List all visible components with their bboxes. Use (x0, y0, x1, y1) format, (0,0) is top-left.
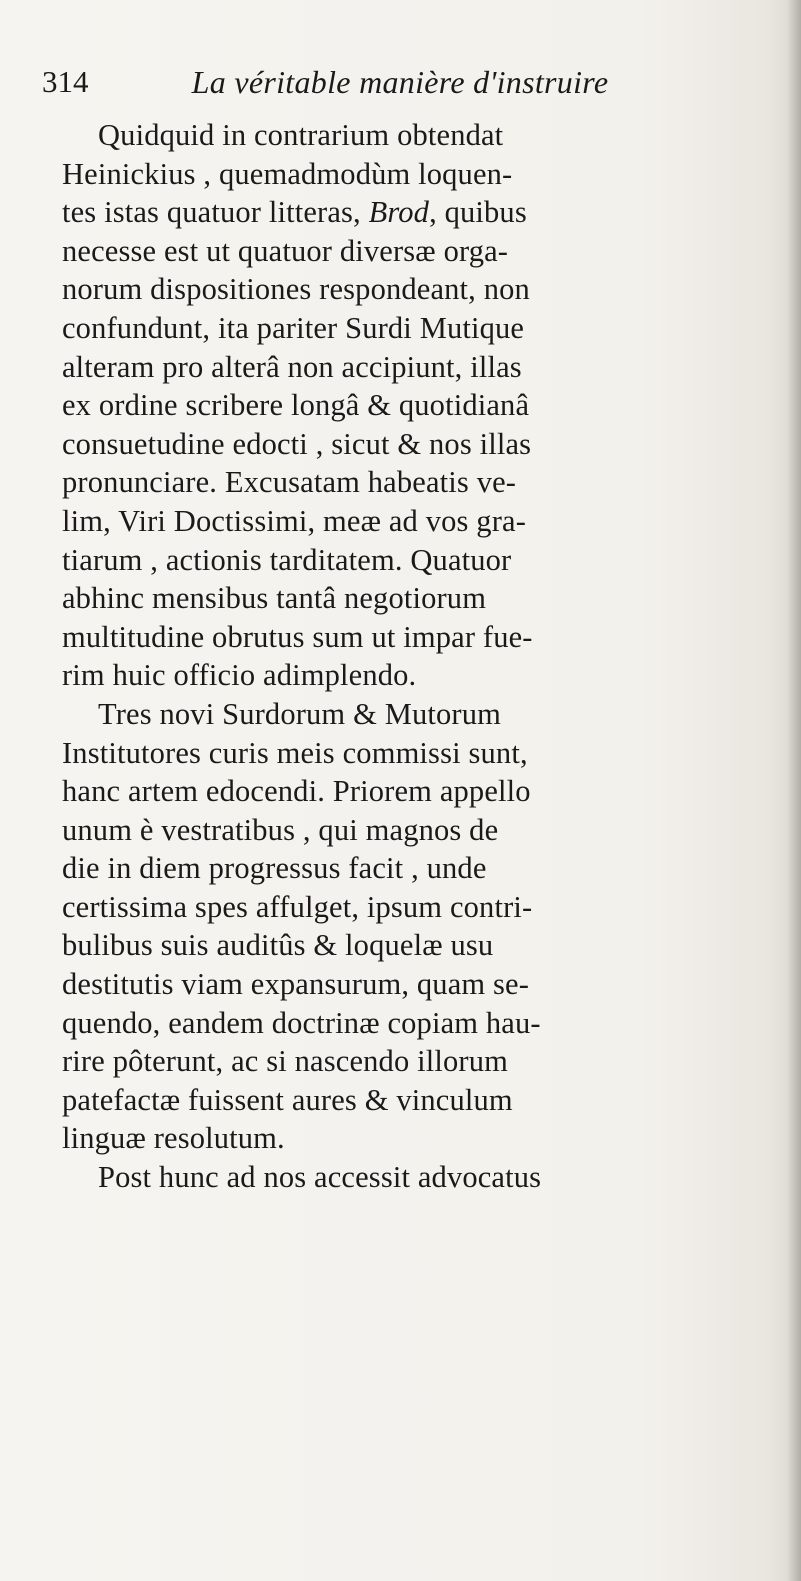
text-line (62, 541, 774, 580)
italic-word: Brod (368, 195, 430, 230)
text-line-content: Institutores curis meis commissi sunt, (62, 735, 528, 770)
text-line (62, 155, 774, 194)
text-line (62, 193, 774, 232)
text-line-content: rim huic officio adimplendo. (62, 658, 417, 693)
text-line-content: tes istas quatuor litteras, (62, 195, 369, 230)
text-line (62, 309, 774, 348)
page-edge-shadow (787, 0, 801, 1581)
text-line-content: necesse est ut quatuor diversæ orga- (62, 233, 509, 268)
text-line (62, 888, 774, 927)
text-line (62, 579, 774, 618)
text-line-content: unum è vestratibus , qui magnos de (62, 812, 499, 847)
text-line-content: die in diem progressus facit , unde (62, 851, 487, 886)
text-line (62, 425, 774, 464)
text-line (62, 734, 774, 773)
text-line (62, 116, 774, 155)
text-line (62, 1158, 774, 1197)
text-line-content: bulibus suis auditûs & loquelæ usu (62, 928, 494, 963)
text-line-tail: , quibus (429, 195, 527, 230)
text-line (62, 348, 774, 387)
text-line (62, 1004, 774, 1043)
text-line (62, 926, 774, 965)
text-line (62, 232, 774, 271)
text-line-content: pronunciare. Excusatam habeatis ve- (62, 465, 517, 500)
text-line (62, 270, 774, 309)
text-line (62, 1042, 774, 1081)
text-line-content: multitudine obrutus sum ut impar fue- (62, 619, 533, 654)
text-line (62, 502, 774, 541)
text-line-content: certissima spes affulget, ipsum contri- (62, 889, 533, 924)
text-line-content: ex ordine scribere longâ & quotidianâ (62, 388, 530, 423)
text-line (62, 656, 774, 695)
text-line-content: tiarum , actionis tarditatem. Quatuor (62, 542, 512, 577)
text-line-content: linguæ resolutum. (62, 1121, 285, 1156)
text-line-content: consuetudine edocti , sicut & nos illas (62, 426, 532, 461)
text-line (62, 463, 774, 502)
text-line (62, 849, 774, 888)
text-line (62, 695, 774, 734)
text-line-content: confundunt, ita pariter Surdi Mutique (62, 310, 525, 345)
text-line (62, 1081, 774, 1120)
text-line-content: patefactæ fuissent aures & vinculum (62, 1082, 513, 1117)
text-line (62, 618, 774, 657)
text-line-content: Post hunc ad nos accessit advocatus (98, 1160, 542, 1195)
text-line-content: Tres novi Surdorum & Mutorum (98, 696, 501, 731)
text-line (62, 965, 774, 1004)
running-title: La véritable manière d'instruire (191, 64, 609, 100)
text-line (62, 772, 774, 811)
text-line-content: rire pôterunt, ac si nascendo illorum (62, 1044, 508, 1079)
page-number: 314 (42, 64, 89, 99)
text-line (62, 386, 774, 425)
text-line (62, 811, 774, 850)
text-line-content: quendo, eandem doctrinæ copiam hau- (62, 1005, 541, 1040)
text-line-content: Quidquid in contrarium obtendat (98, 118, 504, 152)
text-line (62, 1119, 774, 1158)
text-line-content: lim, Viri Doctissimi, meæ ad vos gra- (62, 503, 527, 538)
text-line-content: abhinc mensibus tantâ negotiorum (62, 581, 487, 616)
body-text (62, 116, 774, 1197)
text-line-content: hanc artem edocendi. Priorem appello (62, 774, 531, 809)
text-line-content: destitutis viam expansurum, quam se- (62, 967, 530, 1002)
text-line-content: Heinickius , quemadmodùm loquen- (62, 156, 513, 191)
text-line-content: norum dispositiones respondeant, non (62, 272, 530, 307)
text-line-content: alteram pro alterâ non accipiunt, illas (62, 349, 522, 384)
page-header (42, 64, 762, 104)
